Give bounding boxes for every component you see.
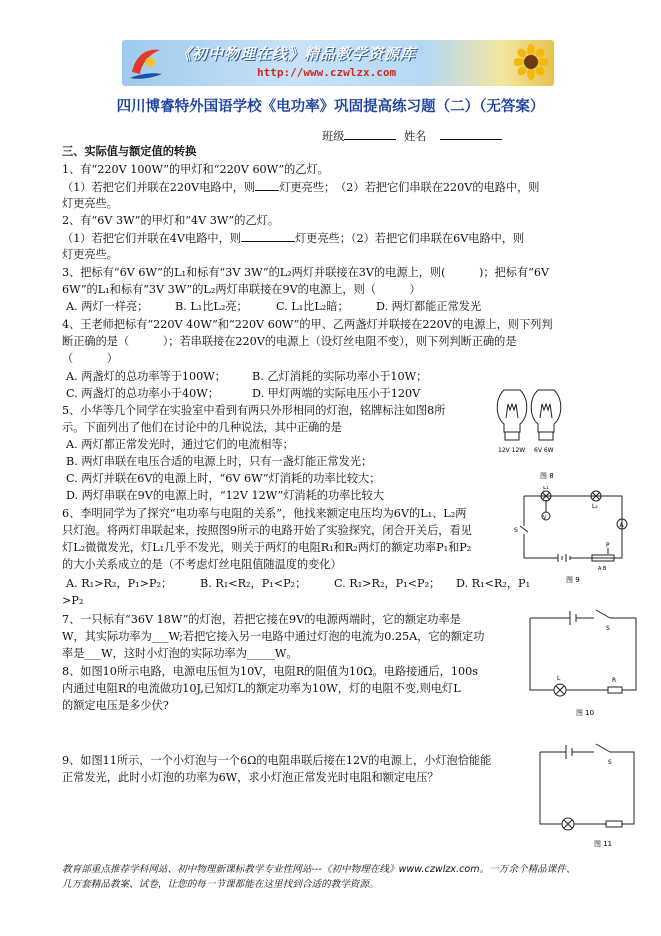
bulb-label-2: 6V 6W xyxy=(534,447,554,454)
name-label: 姓名 xyxy=(403,130,427,143)
q2-line2 xyxy=(62,229,524,247)
q6-line4: 的大小关系成立的是（不考虑灯丝电阻值随温度的变化） xyxy=(62,558,342,571)
q4-line2: 断正确的是（ ）；若串联接在220V的电源上（设灯丝电阻不变），则下列判断正确的是 xyxy=(62,335,517,348)
q7-line3: 率是___W，这时小灯泡的实际功率为_____W。 xyxy=(62,647,298,660)
q1-text-b: 灯更亮些； （2）若把它们串联在220V的电路中，则 xyxy=(279,181,540,194)
figure-8 xyxy=(492,378,568,484)
fig10-lamp-label: L xyxy=(557,675,561,682)
q1-text-a: （1）若把它们并联在220V电路中，则 xyxy=(62,181,256,194)
fig11-switch-label: S xyxy=(608,759,612,766)
fig10-switch-label: S xyxy=(606,625,610,632)
q3-option-b: B. L₁比L₂亮； xyxy=(175,300,248,313)
fig9-ab-label: A B xyxy=(598,566,607,572)
figure-10 xyxy=(524,598,640,720)
fig9-caption: 图 9 xyxy=(566,576,580,584)
q7-line1: 7、一只标有“36V 18W”的灯泡，若把它接在9V的电源两端时，它的额定功率是 xyxy=(62,613,461,626)
q4-option-a: A. 两盏灯的总功率等于100W； xyxy=(66,370,226,383)
figure-9 xyxy=(510,486,634,588)
q1-line2 xyxy=(62,178,539,196)
q6-line1: 6、李明同学为了探究“电功率与电阻的关系”，他找来额定电压均为6V的L₁、L₂两 xyxy=(62,507,467,520)
q5-option-b: B. 两灯串联在电压合适的电源上时，只有一盏灯能正常发光； xyxy=(66,455,373,468)
class-blank[interactable] xyxy=(344,127,396,140)
fig11-caption: 图 11 xyxy=(594,840,613,848)
fig9-p-label: P xyxy=(606,542,610,549)
footer-line1: 教育部重点推荐学科网站、初中物理新课标教学专业性网站---《初中物理在线》www.czwlzx.com。一万余个精品课件、 xyxy=(62,864,576,875)
q6-option-c: C. R₁>R₂，P₁<P₂； xyxy=(334,577,441,590)
fig9-l2-label: L₂ xyxy=(592,503,598,510)
q6-option-d: D. R₁<R₂，P₁ xyxy=(456,577,531,590)
site-logo-icon xyxy=(126,44,164,82)
q4-option-d: D. 甲灯两端的实际电压小于120V xyxy=(252,387,421,400)
bulb-label-1: 12V 12W xyxy=(498,447,526,454)
q5-option-a: A. 两灯都正常发光时，通过它们的电流相等； xyxy=(66,438,294,451)
q2-text-b: 灯更亮些；（2）若把它们串联在6V电路中，则 xyxy=(294,232,525,245)
fig9-switch-label: S xyxy=(514,527,518,534)
q9-line1: 9、如图11所示，一个小灯泡与一个6Ω的电阻串联后接在12V的电源上，小灯泡恰能能 xyxy=(62,754,492,767)
footer-line2: 几万套精品教案、试卷，让您的每一节课都能在这里找到合适的教学资源。 xyxy=(62,879,379,890)
q8-line3: 的额定电压是多少伏? xyxy=(62,699,169,712)
q6-line2: 只灯泡。将两灯串联起来，按照图9所示的电路开始了实验探究，闭合开关后，看见 xyxy=(62,524,472,537)
section-heading: 三、实际值与额定值的转换 xyxy=(62,144,197,158)
banner-url[interactable]: http://www.czwlzx.com xyxy=(257,66,397,79)
q8-line1: 8、如图10所示电路，电源电压恒为10V，电阻R的阻值为10Ω。电路接通后，100s xyxy=(62,665,478,678)
q5-line2: 示。下面列出了他们在讨论中的几种说法，其中正确的是 xyxy=(62,421,342,434)
fig9-v-label: V xyxy=(543,515,547,521)
q3-option-d: D. 两灯都能正常发光 xyxy=(376,300,482,313)
q4-line1: 4、王老师把标有“220V 40W”和“220V 60W”的甲、乙两盏灯并联接在220V的电源上，则下列判 xyxy=(62,318,553,331)
q5-option-c: C. 两灯并联在6V的电源上时，“6V 6W”灯消耗的功率比较大； xyxy=(66,472,381,485)
fig9-l1-label: L₁ xyxy=(543,486,549,491)
figure-11 xyxy=(536,740,640,850)
footer xyxy=(62,862,576,892)
q6-option-b: B. R₁<R₂，P₁<P₂； xyxy=(200,577,307,590)
q1-blank1[interactable] xyxy=(255,178,279,191)
q4-line3: （ ） xyxy=(62,352,118,365)
fig9-ammeter-label: A xyxy=(619,522,624,529)
q6-option-a: A. R₁>R₂，P₁>P₂； xyxy=(66,577,173,590)
name-blank[interactable] xyxy=(440,127,502,140)
fig10-resistor-label: R xyxy=(612,677,617,684)
fig8-caption: 图 8 xyxy=(540,472,554,480)
q2-blank1[interactable] xyxy=(241,229,295,242)
q6-line3: 灯L₂微微发光，灯L₁几乎不发光，则关于两灯的电阻R₁和R₂两灯的额定功率P₁和P₂ xyxy=(62,541,472,554)
q5-option-d: D. 两灯串联在9V的电源上时，“12V 12W”灯消耗的功率比较大 xyxy=(66,489,384,502)
q1-line1: 1、有“220V 100W”的甲灯和“220V 60W”的乙灯。 xyxy=(62,163,329,176)
q9-line2: 正常发光，此时小灯泡的功率为6W，求小灯泡正常发光时电阻和额定电压？ xyxy=(62,771,439,784)
sunflower-icon xyxy=(514,44,548,82)
student-info xyxy=(322,127,502,145)
q3-line1: 3、把标有“6V 6W”的L₁和标有“3V 3W”的L₂两灯并联接在3V的电源上，则( )；把标有“6V xyxy=(62,266,550,279)
banner-title: 《初中物理在线》精品教学资源库 xyxy=(176,45,417,63)
q2-line3: 灯更亮些。 xyxy=(62,248,118,261)
q6-line6: >P₂ xyxy=(62,594,84,607)
q3-option-a: A. 两灯一样亮； xyxy=(66,300,149,313)
q7-line2: W，其实际功率为___W;若把它接入另一电路中通过灯泡的电流为0.25A，它的额定功 xyxy=(62,630,485,643)
q3-line2: 6W”的L₁和标有“3V 3W”的L₂两灯串联接在9V的电源上，则（ ） xyxy=(62,283,421,296)
q8-line2: 内通过电阻R的电流做功10J,已知灯L的额定功率为10W，灯的电阻不变,则电灯L xyxy=(62,682,461,695)
q2-text-a: （1）若把它们并联在4V电路中，则 xyxy=(62,232,241,245)
document-title: 四川博睿特外国语学校《电功率》巩固提高练习题（二）（无答案） xyxy=(116,98,545,115)
q2-line1: 2、有“6V 3W”的甲灯和“4V 3W”的乙灯。 xyxy=(62,214,280,227)
q1-line3: 灯更亮些。 xyxy=(62,197,118,210)
class-label: 班级 xyxy=(322,130,345,143)
q4-option-b: B. 乙灯消耗的实际功率小于10W； xyxy=(252,370,428,383)
header-banner xyxy=(122,40,554,86)
q3-option-c: C. L₁比L₂暗； xyxy=(276,300,349,313)
q4-option-c: C. 两盏灯的总功率小于40W； xyxy=(66,387,219,400)
fig10-caption: 图 10 xyxy=(576,709,595,717)
q5-line1: 5、小华等几个同学在实验室中看到有两只外形相同的灯泡，铭牌标注如图8所 xyxy=(62,404,446,417)
